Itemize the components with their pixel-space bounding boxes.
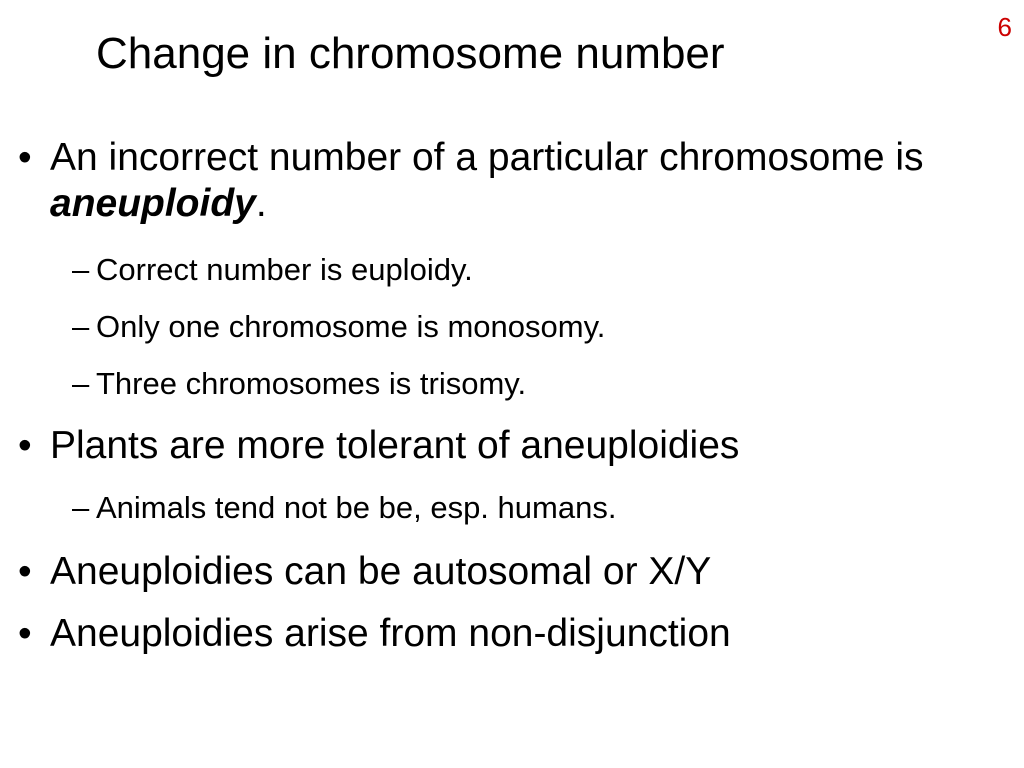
bullet-text-start: An incorrect number of a particular chromosome is [50, 136, 924, 179]
bullet-plants [18, 423, 978, 469]
sub-bullet-marker: – [72, 490, 90, 525]
sub-bullet-monosomy [72, 307, 972, 347]
slide-number: 6 [997, 12, 1012, 42]
sub-bullet-text: Only one chromosome is monosomy. [96, 309, 606, 344]
sub-bullet-text: Correct number is euploidy. [96, 252, 473, 287]
sub-bullet-text: Animals tend not be be, esp. humans. [96, 490, 617, 525]
sub-bullet-trisomy [72, 364, 972, 404]
bullet-text: Plants are more tolerant of aneuploidies [50, 424, 740, 467]
sub-bullet-marker: – [72, 309, 90, 344]
bullet-text [50, 135, 978, 227]
bullet-text: Aneuploidies can be autosomal or X/Y [50, 550, 712, 593]
sub-bullet-animals [72, 488, 972, 528]
bullet-text-end: . [255, 182, 267, 225]
bullet-marker: • [18, 136, 32, 179]
bullet-text: Aneuploidies arise from non-disjunction [50, 612, 731, 655]
sub-bullet-euploidy [72, 250, 972, 290]
bullet-autosomal [18, 549, 978, 595]
sub-bullet-marker: – [72, 252, 90, 287]
bullet-marker: • [18, 550, 32, 593]
slide-title: Change in chromosome number [96, 29, 725, 78]
bullet-marker: • [18, 424, 32, 467]
sub-bullet-text: Three chromosomes is trisomy. [96, 366, 527, 401]
bullet-aneuploidy [18, 135, 978, 227]
term-aneuploidy: aneuploidy [50, 182, 256, 225]
bullet-marker: • [18, 612, 32, 655]
bullet-non-disjunction [18, 611, 978, 657]
sub-bullet-marker: – [72, 366, 90, 401]
